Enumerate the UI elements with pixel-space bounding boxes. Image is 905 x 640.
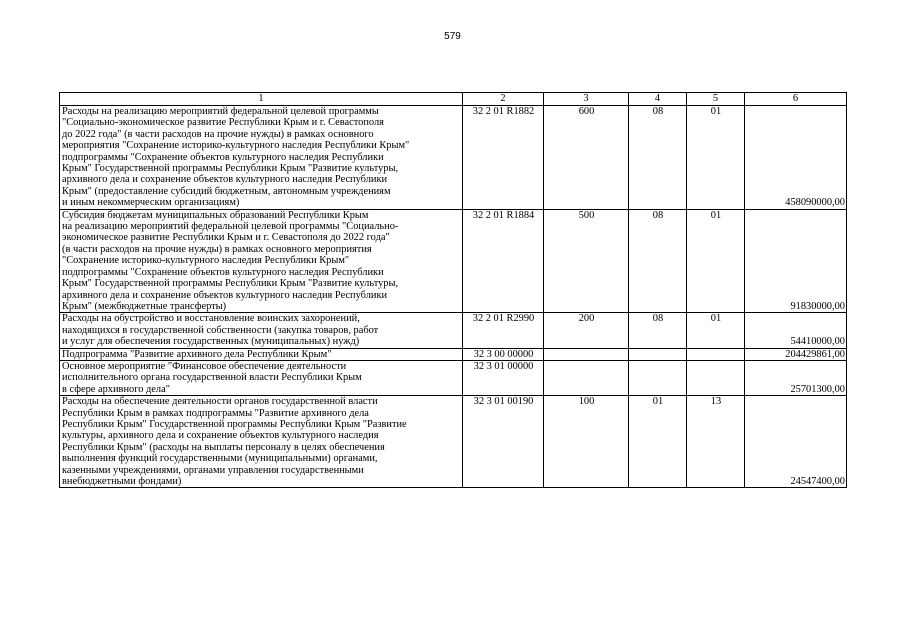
row-amount: 91830000,00 <box>745 209 847 313</box>
table-row <box>60 360 847 395</box>
row-description: Расходы на обустройство и восстановление воинских захоронений, находящихся в государственной собственности (закупка товаров, работ и услуг для обеспечения государственных (муниципальных) нужд) <box>60 313 463 348</box>
row-target-code: 32 2 01 R1882 <box>463 106 544 210</box>
row-amount: 24547400,00 <box>745 396 847 488</box>
column-header: 6 <box>745 93 847 106</box>
row-subsection: 01 <box>687 106 745 210</box>
row-subsection: 01 <box>687 313 745 348</box>
row-section: 08 <box>629 313 687 348</box>
row-amount: 54410000,00 <box>745 313 847 348</box>
row-amount: 204429861,00 <box>745 348 847 360</box>
row-expense-type <box>544 360 629 395</box>
row-subsection: 01 <box>687 209 745 313</box>
row-description: Основное мероприятие "Финансовое обеспечение деятельности исполнительного органа государственной власти Республики Крым в сфере архивного дела" <box>60 360 463 395</box>
row-target-code: 32 3 01 00190 <box>463 396 544 488</box>
row-expense-type: 500 <box>544 209 629 313</box>
row-amount: 25701300,00 <box>745 360 847 395</box>
row-section <box>629 348 687 360</box>
row-description: Расходы на реализацию мероприятий федеральной целевой программы "Социально-экономическое развитие Республики Крым и г. Севастополя до 2022 года" (в части расходов на прочие нужды) в рамках основного мероприятия "Сохранение историко-культурного наследия Республики Крым" подпрограммы "Сохранение объектов культурного наследия Республики Крым" Государственной программы Республики Крым "Развитие культуры, архивного дела и сохранение объектов культурного наследия Республики Крым" (предоставление субсидий бюджетным, автономным учреждениям и иным некоммерческим организациям) <box>60 106 463 210</box>
row-section <box>629 360 687 395</box>
row-target-code: 32 2 01 R2990 <box>463 313 544 348</box>
row-target-code: 32 2 01 R1884 <box>463 209 544 313</box>
column-header: 3 <box>544 93 629 106</box>
row-amount: 458090000,00 <box>745 106 847 210</box>
row-description: Субсидия бюджетам муниципальных образований Республики Крым на реализацию мероприятий федеральной целевой программы "Социально- экономическое развитие Республики Крым и г. Севастополя до 2022 года" (в части расходов на прочие нужды) в рамках основного мероприятия "Сохранение историко-культурного наследия Республики Крым" подпрограммы "Сохранение объектов культурного наследия Республики Крым" Государственной программы Республики Крым "Развитие культуры, архивного дела и сохранение объектов культурного наследия Республики Крым" (межбюджетные трансферты) <box>60 209 463 313</box>
table-row <box>60 313 847 348</box>
row-subsection <box>687 348 745 360</box>
column-header: 4 <box>629 93 687 106</box>
budget-table <box>59 92 847 488</box>
row-subsection: 13 <box>687 396 745 488</box>
row-expense-type: 600 <box>544 106 629 210</box>
row-section: 08 <box>629 209 687 313</box>
table-row <box>60 348 847 360</box>
row-subsection <box>687 360 745 395</box>
row-section: 01 <box>629 396 687 488</box>
row-description: Расходы на обеспечение деятельности органов государственной власти Республики Крым в рамках подпрограммы "Развитие архивного дела Республики Крым" Государственной программы Республики Крым "Развитие культуры, архивного дела и сохранение объектов культурного наследия Республики Крым" (расходы на выплаты персоналу в целях обеспечения выполнения функций государственными (муниципальными) органами, казенными учреждениями, органами управления государственными внебюджетными фондами) <box>60 396 463 488</box>
column-header: 5 <box>687 93 745 106</box>
table-row <box>60 106 847 210</box>
row-expense-type <box>544 348 629 360</box>
column-header: 2 <box>463 93 544 106</box>
table-row <box>60 209 847 313</box>
page-number: 579 <box>444 31 461 42</box>
row-expense-type: 100 <box>544 396 629 488</box>
table-row <box>60 396 847 488</box>
column-number-row <box>60 93 847 106</box>
row-target-code: 32 3 00 00000 <box>463 348 544 360</box>
row-description: Подпрограмма "Развитие архивного дела Республики Крым" <box>60 348 463 360</box>
row-section: 08 <box>629 106 687 210</box>
row-target-code: 32 3 01 00000 <box>463 360 544 395</box>
column-header: 1 <box>60 93 463 106</box>
row-expense-type: 200 <box>544 313 629 348</box>
